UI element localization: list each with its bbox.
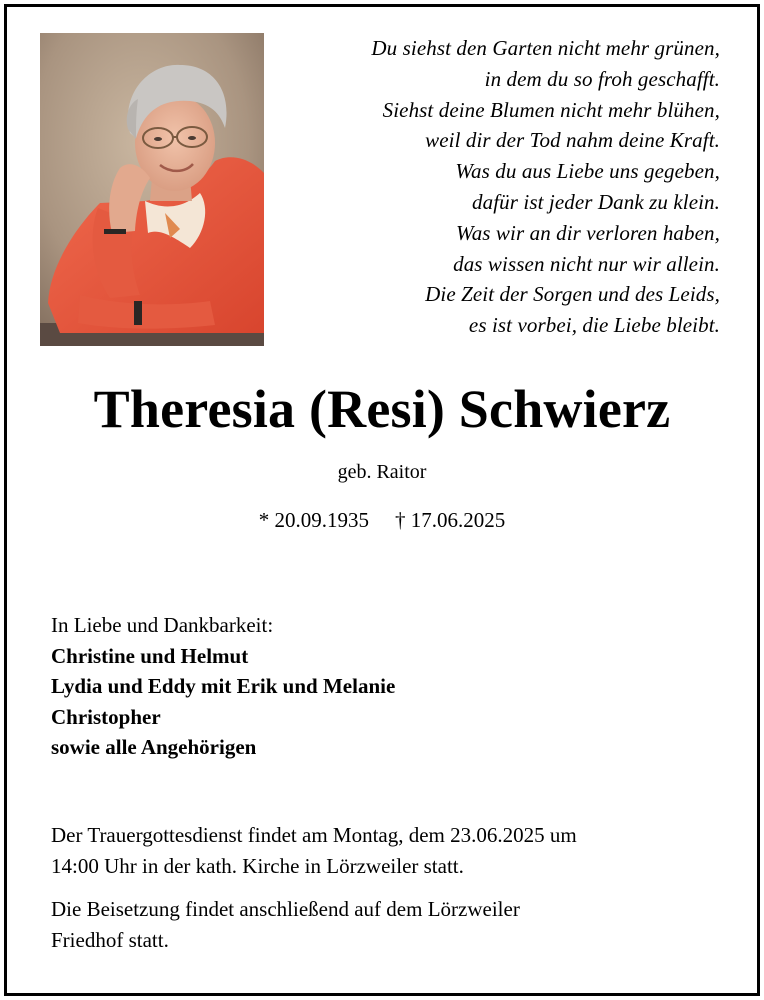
mourner-name: Lydia und Eddy mit Erik und Melanie [51, 674, 396, 699]
poem-line: Was du aus Liebe uns gegeben, [455, 159, 720, 184]
poem-line: das wissen nicht nur wir allein. [453, 251, 720, 276]
poem-line: Du siehst den Garten nicht mehr grünen, [371, 36, 720, 60]
portrait-photo-icon [40, 33, 264, 346]
obituary-notice [4, 4, 760, 996]
death-date: † 17.06.2025 [395, 508, 506, 532]
mourners-intro: In Liebe und Dankbarkeit: [51, 613, 274, 637]
burial-info [51, 894, 731, 956]
birth-date: * 20.09.1935 [258, 508, 369, 532]
poem-line: Die Zeit der Sorgen und des Leids, [425, 282, 720, 307]
mourner-name: Christopher [51, 704, 161, 729]
poem-line: Was wir an dir verloren haben, [456, 220, 720, 245]
poem-line: Siehst deine Blumen nicht mehr blühen, [382, 97, 720, 122]
burial-line: Die Beisetzung findet anschließend auf dem Lörzweiler [51, 897, 520, 921]
poem-line: weil dir der Tod nahm deine Kraft. [425, 128, 720, 153]
mourner-name: Christine und Helmut [51, 643, 249, 668]
poem-line: dafür ist jeder Dank zu klein. [472, 189, 720, 214]
burial-line: Friedhof statt. [51, 928, 169, 952]
poem [280, 33, 720, 341]
mourners-list [51, 610, 711, 763]
mourner-name: sowie alle Angehörigen [51, 735, 257, 760]
maiden-name: geb. Raitor [337, 461, 427, 483]
portrait-photo [40, 33, 264, 346]
deceased-name: Theresia (Resi) Schwierz [93, 379, 671, 439]
poem-line: in dem du so froh geschafft. [484, 66, 720, 91]
service-line: Der Trauergottesdienst findet am Montag, dem 23.06.2025 um [51, 823, 577, 847]
life-dates [7, 506, 757, 534]
service-info [51, 820, 731, 882]
service-line: 14:00 Uhr in der kath. Kirche in Lörzweiler statt. [51, 854, 464, 878]
poem-line: es ist vorbei, die Liebe bleibt. [468, 313, 720, 338]
